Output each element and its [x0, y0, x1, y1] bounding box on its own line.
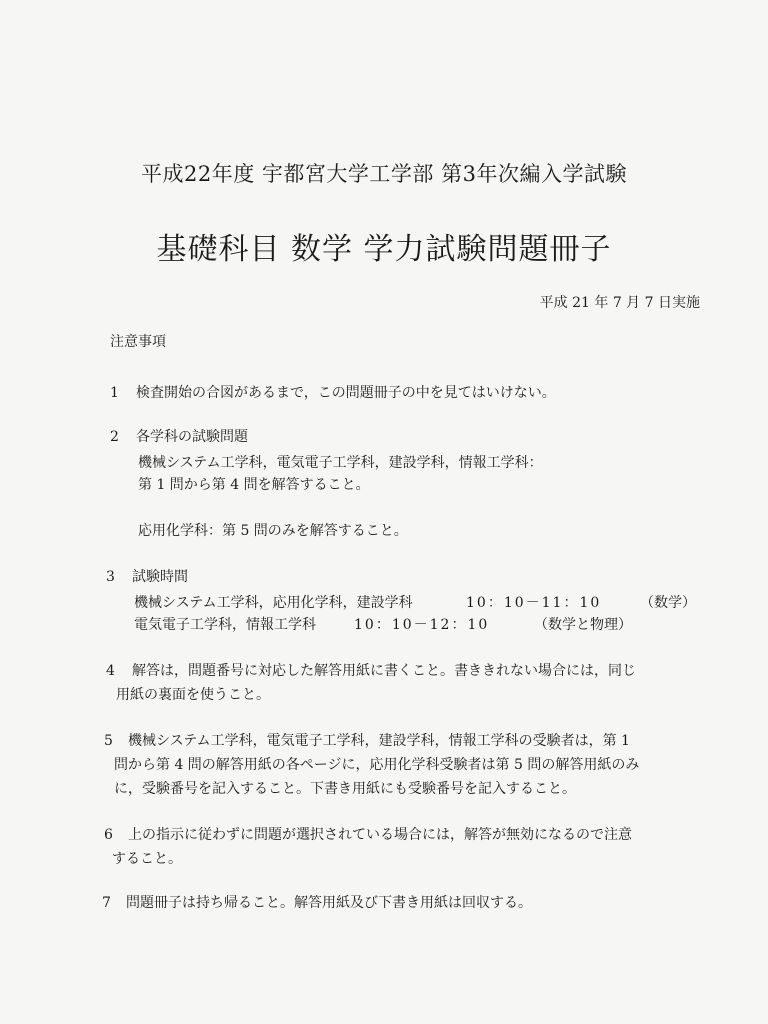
note-item-5-line-1 — [104, 730, 630, 750]
note-item-6-line-2: すること。 — [112, 851, 182, 867]
note-item-2-line-3: 応用化学科：第 5 問のみを解答すること。 — [138, 523, 408, 539]
note-number: 4 — [106, 663, 115, 679]
note-text: 解答は，問題番号に対応した解答用紙に書くこと。書ききれない場合には，同じ — [132, 663, 636, 679]
note-item-2-line-2: 第 1 問から第 4 問を解答すること。 — [138, 477, 370, 493]
note-text: 上の指示に従わずに問題が選択されている場合には，解答が無効になるので注意 — [128, 827, 632, 843]
note-text: 試験時間 — [132, 569, 188, 585]
note-item-2-heading — [110, 426, 248, 446]
note-number: 7 — [102, 895, 111, 911]
schedule-row-2-subject: （数学と物理） — [534, 617, 632, 633]
notes-heading: 注意事項 — [110, 334, 166, 350]
note-item-3-heading — [106, 566, 188, 586]
note-number: 2 — [110, 429, 119, 445]
note-item-7 — [102, 892, 532, 912]
note-number: 1 — [110, 385, 119, 401]
note-item-6-line-1 — [104, 824, 632, 844]
note-item-4-line-1 — [106, 660, 636, 680]
schedule-row-2-departments: 電気電子工学科，情報工学科 — [134, 617, 316, 633]
note-text: 機械システム工学科，電気電子工学科，建設学科，情報工学科の受験者は，第 1 — [128, 733, 630, 749]
schedule-row-1-time: 10：10－11：10 — [466, 595, 602, 611]
note-number: 6 — [104, 827, 113, 843]
note-item-5-line-2: 問から第 4 問の解答用紙の各ページに，応用化学科受験者は第 5 問の解答用紙のみ — [114, 757, 640, 773]
exam-title: 基礎科目 数学 学力試験問題冊子 — [156, 232, 612, 267]
exam-date: 平成 21 年 7 月 7 日実施 — [539, 295, 700, 311]
note-item-5-line-3: に，受験番号を記入すること。下書き用紙にも受験番号を記入すること。 — [114, 781, 576, 797]
note-text: 各学科の試験問題 — [136, 429, 248, 445]
schedule-row-1-subject: （数学） — [640, 595, 696, 611]
note-number: 3 — [106, 569, 115, 585]
schedule-row-1-departments: 機械システム工学科，応用化学科，建設学科 — [134, 595, 413, 611]
note-text: 問題冊子は持ち帰ること。解答用紙及び下書き用紙は回収する。 — [126, 895, 532, 911]
schedule-row-2-time: 10：10－12：10 — [354, 617, 490, 633]
note-item-1 — [110, 382, 556, 402]
note-item-2-line-1: 機械システム工学科，電気電子工学科，建設学科，情報工学科： — [138, 455, 543, 471]
note-item-4-line-2: 用紙の裏面を使うこと。 — [116, 687, 270, 703]
note-text: 検査開始の合図があるまで，この問題冊子の中を見てはいけない。 — [136, 385, 556, 401]
note-number: 5 — [104, 733, 113, 749]
exam-subtitle: 平成22年度 宇都宮大学工学部 第3年次編入学試験 — [141, 162, 627, 186]
